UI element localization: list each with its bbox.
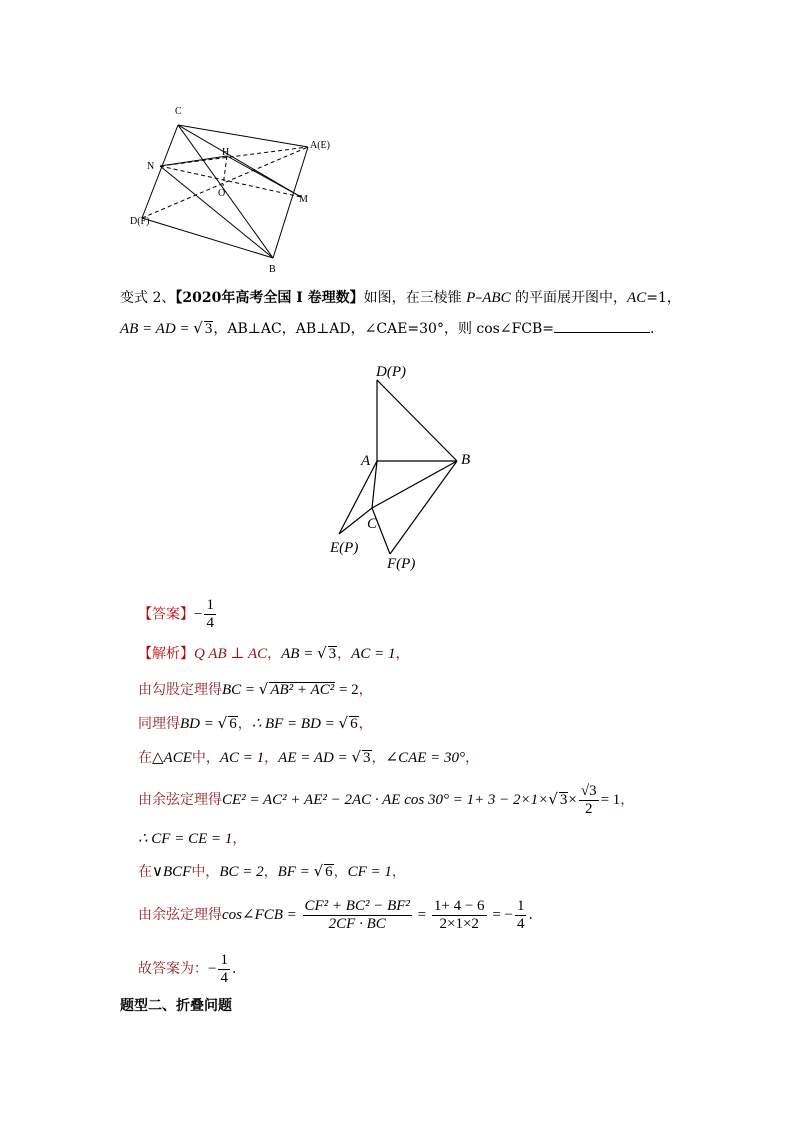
analysis-line-1 — [138, 643, 409, 664]
problem-sqrt3: 3 — [204, 321, 213, 337]
a8-end: . — [528, 907, 533, 923]
a5-sq: 3 — [559, 792, 568, 808]
problem-abc: ABC — [482, 290, 511, 306]
analysis-line-3 — [138, 713, 373, 734]
a7-sq: 6 — [325, 864, 333, 880]
a4-i: ， — [465, 750, 480, 766]
fig2-label-dp: D(P) — [376, 364, 406, 380]
a7-g: ， — [333, 864, 348, 880]
a1-a: Q AB ⊥ AC — [194, 646, 268, 662]
sqrt-sign: √ — [351, 748, 362, 766]
a8-eq: = — [413, 907, 430, 923]
problem-text: 如图，在三棱锥 — [363, 290, 467, 306]
analysis-line-8 — [138, 895, 533, 935]
a3-e: ， — [358, 716, 373, 732]
analysis-line-7 — [138, 861, 406, 882]
a7-a: 在 — [138, 864, 152, 880]
sqrt-sign: √ — [313, 862, 324, 880]
a7-h: CF = 1 — [347, 864, 392, 880]
a7-b: ∨BCF — [152, 864, 192, 880]
a3-a: 同理得 — [138, 716, 180, 732]
fig2-label-fp: F(P) — [387, 556, 416, 572]
a2-sq: AB² + AC² — [270, 682, 335, 698]
a4-g: ， — [371, 750, 386, 766]
a2-d: ， — [358, 682, 373, 698]
a3-sq: 6 — [229, 716, 237, 732]
a8-fraction-3 — [515, 898, 527, 933]
a8-b: cos∠FCB = — [222, 907, 301, 923]
a8-fraction-1 — [303, 898, 412, 933]
a5-b: CE² = AC² + AE² − 2AC · AE cos 30° = 1+ 3 − 2×1× — [222, 792, 549, 808]
a1-f: ， — [395, 646, 410, 662]
sqrt-sign: √ — [317, 644, 327, 662]
problem-prefix: 变式 2、 — [120, 290, 176, 306]
a8-den2: 2×1×2 — [439, 915, 479, 932]
problem-ac: AC — [627, 290, 647, 306]
fig1-label-c: C — [175, 106, 182, 117]
a3-d: ∴ BF = BD = — [251, 716, 339, 732]
problem-dash: – — [475, 290, 483, 306]
answer-sign: − — [194, 606, 203, 623]
a5-num: √3 — [580, 782, 597, 799]
fig2-label-b: B — [461, 452, 471, 468]
a8-den: 2CF · BC — [328, 915, 386, 932]
a1-c: AB = — [281, 646, 318, 662]
a8-den3: 4 — [516, 915, 525, 932]
fig2-label-c: C — [367, 516, 378, 532]
a6-a: ∴ CF = CE = 1 — [138, 831, 233, 847]
problem-eq: =1， — [646, 290, 681, 306]
a5-a: 由余弦定理得 — [138, 792, 222, 808]
sqrt-sign: √ — [548, 790, 558, 808]
a6-b: ， — [232, 831, 247, 847]
a9-sign: − — [208, 961, 217, 977]
sqrt-sign: √ — [258, 680, 269, 698]
a7-f: BF = — [277, 864, 314, 880]
problem-line-1 — [120, 288, 681, 308]
problem-p: P — [466, 290, 476, 306]
a4-c: 中， — [191, 750, 220, 766]
a2-a: 由勾股定理得 — [138, 682, 222, 698]
a4-h: ∠CAE = 30° — [385, 750, 466, 766]
a2-c: = 2 — [335, 682, 359, 698]
problem-ab-ad: AB = AD = — [120, 321, 194, 337]
answer-line — [138, 597, 218, 632]
a5-e: ， — [620, 792, 635, 808]
a5-d: = 1 — [600, 792, 621, 808]
a9-fraction — [218, 952, 230, 987]
a7-e: ， — [263, 864, 278, 880]
answer-blank[interactable] — [554, 318, 650, 333]
answer-num: 1 — [206, 597, 214, 613]
a5-c: × — [568, 792, 577, 808]
problem-period: . — [650, 321, 655, 337]
a1-b: ， — [267, 646, 282, 662]
a9-num: 1 — [220, 951, 228, 968]
a1-d: ， — [337, 646, 352, 662]
a3-c: ， — [237, 716, 252, 732]
fig1-label-df: D(F) — [130, 216, 150, 227]
a8-num2: 1+ 4 − 6 — [433, 897, 485, 914]
a9-den: 4 — [220, 969, 228, 986]
a9-a: 故答案为： — [138, 961, 208, 977]
analysis-line-4 — [138, 747, 479, 768]
a7-i: ， — [391, 864, 406, 880]
a4-a: 在 — [138, 750, 152, 766]
problem-line-2 — [120, 318, 655, 339]
a4-e: ， — [264, 750, 279, 766]
section-title: 题型二、折叠问题 — [120, 998, 232, 1014]
a5-den: 2 — [584, 800, 593, 817]
problem-text2: 的平面展开图中， — [510, 290, 628, 306]
a4-sq: 3 — [363, 750, 371, 766]
answer-tag: 【答案】 — [138, 606, 194, 623]
a8-num3: 1 — [516, 897, 525, 914]
figure-net — [325, 358, 475, 578]
a7-d: BC = 2 — [219, 864, 264, 880]
problem-source: 【2020年高考全国 I 卷理数】 — [175, 290, 364, 306]
figure-quadrilateral — [125, 100, 340, 278]
answer-fraction — [204, 597, 216, 632]
fig1-label-h: H — [222, 147, 230, 158]
a4-f: AE = AD = — [278, 750, 352, 766]
fig1-label-ae: A(E) — [310, 140, 330, 151]
fig1-label-n: N — [147, 161, 155, 172]
a1-e: AC = 1 — [351, 646, 396, 662]
a3-sq2: 6 — [350, 716, 358, 732]
sqrt-sign: √ — [338, 714, 349, 732]
answer-den: 4 — [206, 615, 214, 631]
sqrt-sign: √ — [217, 714, 228, 732]
a7-c: 中， — [191, 864, 220, 880]
analysis-line-2 — [138, 679, 373, 700]
fig1-label-b: B — [269, 264, 276, 275]
a2-b: BC = — [222, 682, 259, 698]
analysis-line-5 — [138, 781, 634, 818]
a8-eq2: = − — [488, 907, 513, 923]
a3-b: BD = — [180, 716, 218, 732]
a5-fraction — [579, 783, 599, 818]
a8-num: CF² + BC² − BF² — [304, 897, 410, 914]
a8-fraction-2 — [432, 898, 487, 933]
a8-a: 由余弦定理得 — [138, 907, 222, 923]
fig1-label-m: M — [299, 194, 308, 205]
sqrt-sign: √ — [193, 319, 203, 337]
fig1-label-o: O — [218, 188, 226, 199]
fig2-label-ep: E(P) — [330, 540, 359, 556]
analysis-line-9 — [138, 951, 236, 987]
a4-d: AC = 1 — [219, 750, 265, 766]
analysis-line-6 — [138, 829, 246, 849]
analysis-tag: 【解析】 — [138, 646, 194, 662]
problem-conditions: ，AB⊥AC，AB⊥AD，∠CAE=30°，则 cos∠FCB= — [213, 321, 555, 337]
a1-sq: 3 — [328, 646, 337, 662]
a4-b: △ACE — [152, 750, 192, 766]
fig2-label-a: A — [361, 453, 371, 469]
a9-end: . — [231, 961, 237, 977]
